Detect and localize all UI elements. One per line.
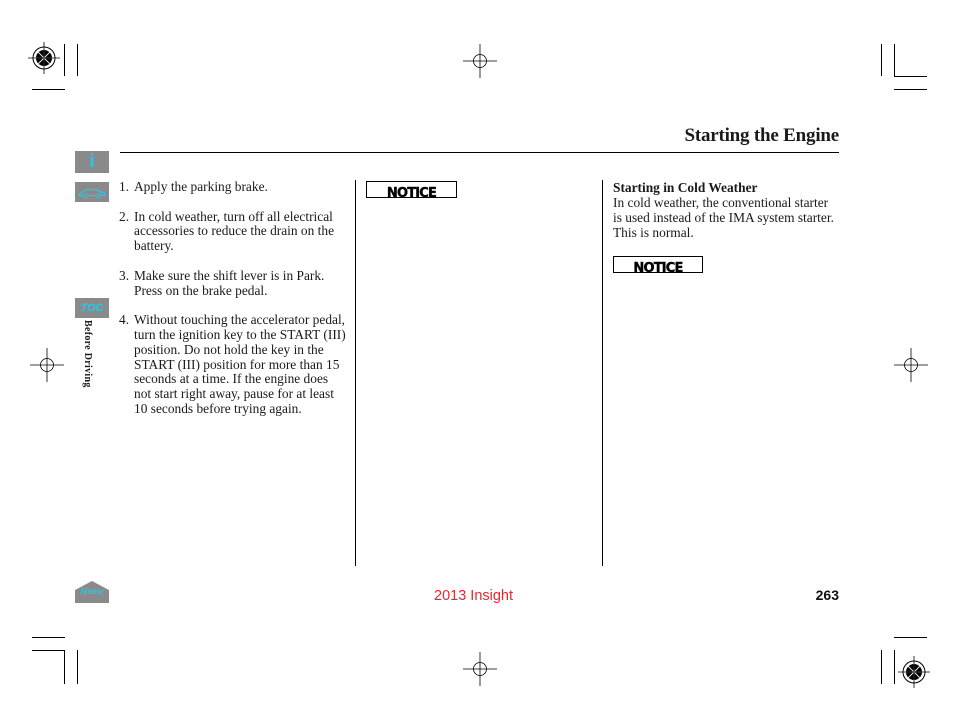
list-item [119, 313, 347, 417]
footer-model-name: 2013 Insight [434, 588, 514, 604]
section-tab [81, 320, 95, 410]
page-title: Starting the Engine [684, 125, 839, 146]
list-item [119, 180, 347, 195]
list-item [119, 210, 347, 254]
step-number: 4. [119, 312, 130, 328]
info-button[interactable] [75, 151, 109, 173]
notice-box [366, 181, 457, 201]
column-divider [602, 180, 603, 566]
section-label: Before Driving [82, 320, 93, 388]
toc-label: TOC [80, 302, 104, 314]
home-label: Home [80, 587, 104, 597]
step-number: 1. [119, 179, 130, 194]
step-text: Without touching the accelerator pedal, turn the ignition key to the START (III) position. Do not hold the key in the START (III) position for more than 15 seconds at a time. If the engine does not start right away, pause for at least 10 seconds before trying again. [134, 312, 346, 416]
car-icon [75, 182, 109, 202]
notice-label: NOTICE [386, 186, 437, 201]
page-number: 263 [815, 587, 839, 603]
cold-weather-heading: Starting in Cold Weather [613, 180, 758, 195]
notice-box [613, 256, 703, 276]
home-button[interactable] [74, 580, 110, 604]
step-text: Make sure the shift lever is in Park. Press on the brake pedal. [134, 267, 325, 298]
list-item [119, 269, 347, 299]
cold-weather-section [613, 180, 835, 240]
step-number: 3. [119, 267, 130, 283]
steps-list [119, 180, 347, 432]
registration-mark-bottom-right [898, 656, 930, 688]
crosshair-mark-right [894, 348, 928, 382]
cold-weather-body: In cold weather, the conventional starter is used instead of the IMA system starter. This is normal. [613, 195, 834, 240]
registration-mark-top-left [28, 42, 60, 74]
header-rule [120, 152, 839, 153]
step-number: 2. [119, 208, 130, 224]
vehicle-index-button[interactable] [75, 182, 109, 202]
notice-label: NOTICE [633, 261, 683, 276]
column-divider [355, 180, 356, 566]
info-icon: i [89, 151, 95, 172]
crosshair-mark-left [30, 348, 64, 382]
crosshair-mark-bottom [463, 652, 497, 686]
step-text: Apply the parking brake. [134, 179, 268, 194]
step-text: In cold weather, turn off all electrical accessories to reduce the drain on the battery. [134, 208, 335, 254]
toc-button[interactable] [75, 298, 109, 318]
crosshair-mark-top [463, 44, 497, 78]
